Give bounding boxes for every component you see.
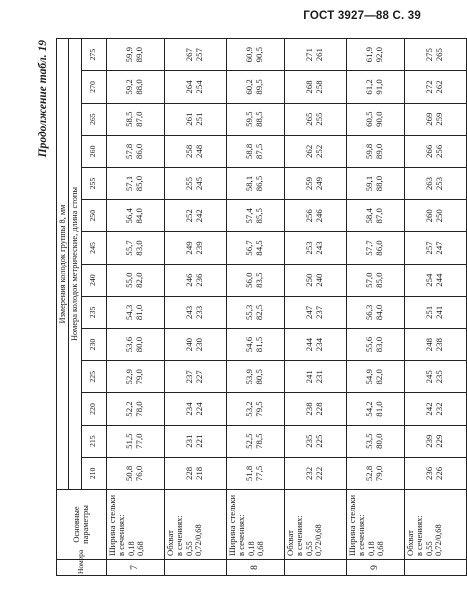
table-body [106,39,466,576]
value-cell [164,328,226,360]
parameter-line: 0,18 [247,541,257,556]
row-number: 8 [226,560,284,576]
value-cell [346,200,404,232]
row-number [404,560,466,576]
value-cell [226,264,284,296]
parameter-cell [106,490,164,560]
row-number: 9 [346,560,404,576]
value-text: 258 248 [184,144,205,158]
value-cell [106,232,164,264]
value-cell [226,135,284,167]
parameter-line: 0,68 [256,541,266,556]
parameter-line: 0,72/0,68 [194,524,204,556]
parameter-cell [284,490,346,560]
table-row [404,39,466,576]
value-cell [106,393,164,425]
value-cell [106,425,164,457]
value-cell [106,200,164,232]
value-cell [164,425,226,457]
value-text: 60,9 90,5 [244,46,265,63]
value-text: 272 262 [424,80,445,94]
size-header-cell: 255 [81,167,106,199]
value-cell [164,71,226,103]
value-text: 59,1 88,0 [364,175,385,192]
parameter-title: Обхват [164,530,175,556]
value-cell [346,328,404,360]
value-text: 228 218 [184,466,205,480]
value-cell [346,264,404,296]
value-cell [346,135,404,167]
value-text: 55,6 83,0 [364,336,385,353]
table-row [106,39,164,576]
size-header-cell: 245 [81,232,106,264]
value-cell [284,393,346,425]
value-text: 59,2 88,0 [124,79,145,95]
size-header-cell: 220 [81,393,106,425]
parameter-cell [346,490,404,560]
value-text: 269 259 [424,112,445,126]
value-text: 239 229 [424,434,445,448]
value-cell [284,103,346,135]
value-text: 247 237 [304,305,325,319]
parameter-line: 0,55 [424,541,434,556]
value-cell [346,167,404,199]
value-text: 54,3 81,0 [124,304,145,321]
size-header-cell: 235 [81,296,106,328]
value-cell [106,264,164,296]
value-cell [404,328,466,360]
value-cell [404,135,466,167]
value-cell [284,232,346,264]
value-cell [404,200,466,232]
value-cell [226,167,284,199]
value-cell [346,71,404,103]
value-text: 249 239 [184,241,205,255]
value-text: 56,3 84,0 [364,304,385,321]
value-text: 235 225 [304,434,325,448]
parameter-line: 0,55 [304,541,314,556]
value-text: 57,8 86,0 [124,143,145,160]
value-text: 245 235 [424,370,445,384]
value-text: 262 252 [304,144,325,158]
value-text: 261 251 [184,112,205,126]
value-cell [346,39,404,71]
value-text: 61,9 92,0 [364,46,385,63]
value-text: 55,7 83,0 [124,240,145,256]
value-cell [164,232,226,264]
parameter-line: 0,68 [376,541,386,556]
row-number [164,560,226,576]
value-cell [226,296,284,328]
parameter-line: в сечениях: [295,515,305,556]
value-text: 271 261 [304,48,325,62]
parameter-title: Обхват [284,530,295,556]
size-header-cell: 230 [81,328,106,360]
value-cell [226,425,284,457]
value-cell [346,103,404,135]
value-text: 51,5 77,0 [124,433,145,449]
value-cell [226,328,284,360]
value-cell [106,296,164,328]
value-cell [106,71,164,103]
value-text: 54,2 81,0 [364,401,385,417]
value-text: 243 233 [184,305,205,319]
value-text: 267 257 [184,48,205,62]
table-row [164,39,226,576]
value-text: 234 224 [184,402,205,416]
value-text: 52,8 79,0 [364,465,385,482]
parameter-line: в сечениях: [415,515,425,556]
size-header-cell: 265 [81,103,106,135]
subgroup-header: Номера колодок метрические, длина стопы [69,39,81,490]
value-text: 256 246 [304,209,325,223]
value-cell [284,361,346,393]
group-header: Измерения колодок группы 8, мм [57,39,69,490]
value-text: 57,7 86,0 [364,240,385,256]
measurements-table [56,38,467,576]
value-text: 52,9 79,0 [124,369,145,385]
parameter-cell [226,490,284,560]
value-cell [284,135,346,167]
value-cell [284,296,346,328]
value-text: 254 244 [424,273,445,287]
parameter-line: 0,72/0,68 [314,524,324,556]
parameter-title: Обхват [404,530,415,556]
value-cell [404,361,466,393]
value-cell [404,39,466,71]
parameter-line: 0,68 [136,541,146,556]
value-cell [346,361,404,393]
value-text: 260 250 [424,209,445,223]
value-text: 56,0 83,5 [244,272,265,288]
value-text: 56,4 84,0 [124,208,145,224]
value-cell [226,457,284,489]
value-text: 253 243 [304,241,325,255]
value-text: 52,2 78,0 [124,401,145,417]
size-header-cell: 240 [81,264,106,296]
value-text: 58,5 87,0 [124,111,145,127]
value-cell [164,361,226,393]
value-cell [164,167,226,199]
page-header: ГОСТ 3927—88 С. 39 [303,10,421,22]
value-text: 265 255 [304,112,325,126]
value-cell [226,393,284,425]
size-header-cell: 260 [81,135,106,167]
value-text: 257 247 [424,241,445,255]
value-cell [226,232,284,264]
value-cell [106,328,164,360]
value-cell [284,39,346,71]
value-cell [404,232,466,264]
value-text: 264 254 [184,80,205,94]
value-text: 58,4 87,0 [364,208,385,224]
value-text: 50,8 76,0 [124,465,145,482]
value-text: 54,9 82,0 [364,369,385,385]
value-text: 240 230 [184,337,205,352]
parameter-cell [164,490,226,560]
value-text: 60,5 90,0 [364,111,385,127]
value-cell [404,167,466,199]
value-cell [106,167,164,199]
value-text: 59,8 89,0 [364,143,385,160]
value-text: 255 245 [184,176,205,191]
parameter-line: 0,55 [184,541,194,556]
row-number [284,560,346,576]
value-cell [106,457,164,489]
value-text: 263 253 [424,176,445,191]
value-cell [226,71,284,103]
value-text: 54,6 81,5 [244,336,265,353]
value-text: 52,5 78,5 [244,433,265,449]
value-cell [284,425,346,457]
col-number-header: Номера [57,560,107,576]
value-cell [164,393,226,425]
value-text: 231 221 [184,434,205,448]
value-cell [226,103,284,135]
parameter-line: в сечениях: [175,515,185,556]
size-header-cell: 210 [81,457,106,489]
parameter-line: 0,18 [127,541,137,556]
size-header-cell: 215 [81,425,106,457]
parameter-line: 0,18 [367,541,377,556]
value-text: 232 222 [304,466,325,480]
value-text: 250 240 [304,273,325,287]
value-text: 236 226 [424,466,445,480]
value-cell [404,457,466,489]
value-text: 248 238 [424,337,445,352]
value-text: 57,1 85,0 [124,175,145,192]
value-text: 57,0 85,0 [364,272,385,288]
value-text: 60,2 89,5 [244,79,265,95]
value-text: 275 265 [424,48,445,62]
value-cell [164,39,226,71]
value-text: 237 227 [184,370,205,384]
value-text: 51,8 77,5 [244,465,265,482]
value-cell [164,135,226,167]
col-param-header: Основные параметры [57,490,107,560]
value-text: 244 234 [304,337,325,352]
size-header-cell: 250 [81,200,106,232]
parameter-title: Ширина стельки в сечениях: [106,494,127,556]
parameter-title: Ширина стельки в сечениях: [346,494,367,556]
size-header-cell: 270 [81,71,106,103]
value-text: 259 249 [304,176,325,191]
value-text: 252 242 [184,209,205,223]
value-text: 266 256 [424,144,445,158]
value-cell [404,425,466,457]
value-text: 59,5 88,5 [244,111,265,127]
value-cell [284,457,346,489]
value-cell [106,103,164,135]
value-cell [346,296,404,328]
row-number: 7 [106,560,164,576]
value-cell [164,264,226,296]
value-text: 53,5 80,0 [364,433,385,449]
size-header-cell: 275 [81,39,106,71]
value-cell [404,264,466,296]
value-text: 59,9 89,0 [124,46,145,63]
parameter-cell [404,490,466,560]
value-cell [164,200,226,232]
value-cell [164,296,226,328]
value-cell [106,39,164,71]
value-cell [284,200,346,232]
value-cell [226,361,284,393]
value-text: 58,1 86,5 [244,175,265,192]
value-cell [106,135,164,167]
value-cell [404,393,466,425]
value-cell [226,200,284,232]
value-text: 53,9 80,5 [244,369,265,385]
value-cell [346,457,404,489]
value-cell [404,71,466,103]
value-text: 55,3 82,5 [244,304,265,321]
value-text: 246 236 [184,273,205,287]
value-cell [226,39,284,71]
value-text: 57,4 85,5 [244,208,265,224]
value-cell [346,232,404,264]
value-cell [346,425,404,457]
table-row [226,39,284,576]
value-text: 58,8 87,5 [244,143,265,160]
value-text: 53,2 79,5 [244,401,265,417]
value-cell [284,264,346,296]
parameter-title: Ширина стельки в сечениях: [226,494,247,556]
size-header-cell: 225 [81,361,106,393]
value-cell [106,361,164,393]
value-cell [404,103,466,135]
table-row [284,39,346,576]
value-text: 238 228 [304,402,325,416]
rotated-table-container [32,38,445,576]
value-text: 56,7 84,5 [244,240,265,256]
value-cell [164,457,226,489]
table-row [346,39,404,576]
value-cell [164,103,226,135]
value-cell [346,393,404,425]
table-caption: Продолжение табл. 19 [37,40,49,158]
parameter-line: 0,72/0,68 [434,524,444,556]
value-text: 55,0 82,0 [124,272,145,288]
value-cell [284,167,346,199]
value-cell [404,296,466,328]
value-text: 251 241 [424,305,445,319]
value-text: 268 258 [304,80,325,94]
value-cell [284,71,346,103]
value-text: 242 232 [424,402,445,416]
value-text: 241 231 [304,370,325,384]
value-cell [284,328,346,360]
value-text: 61,2 91,0 [364,79,385,95]
value-text: 53,6 80,0 [124,336,145,353]
